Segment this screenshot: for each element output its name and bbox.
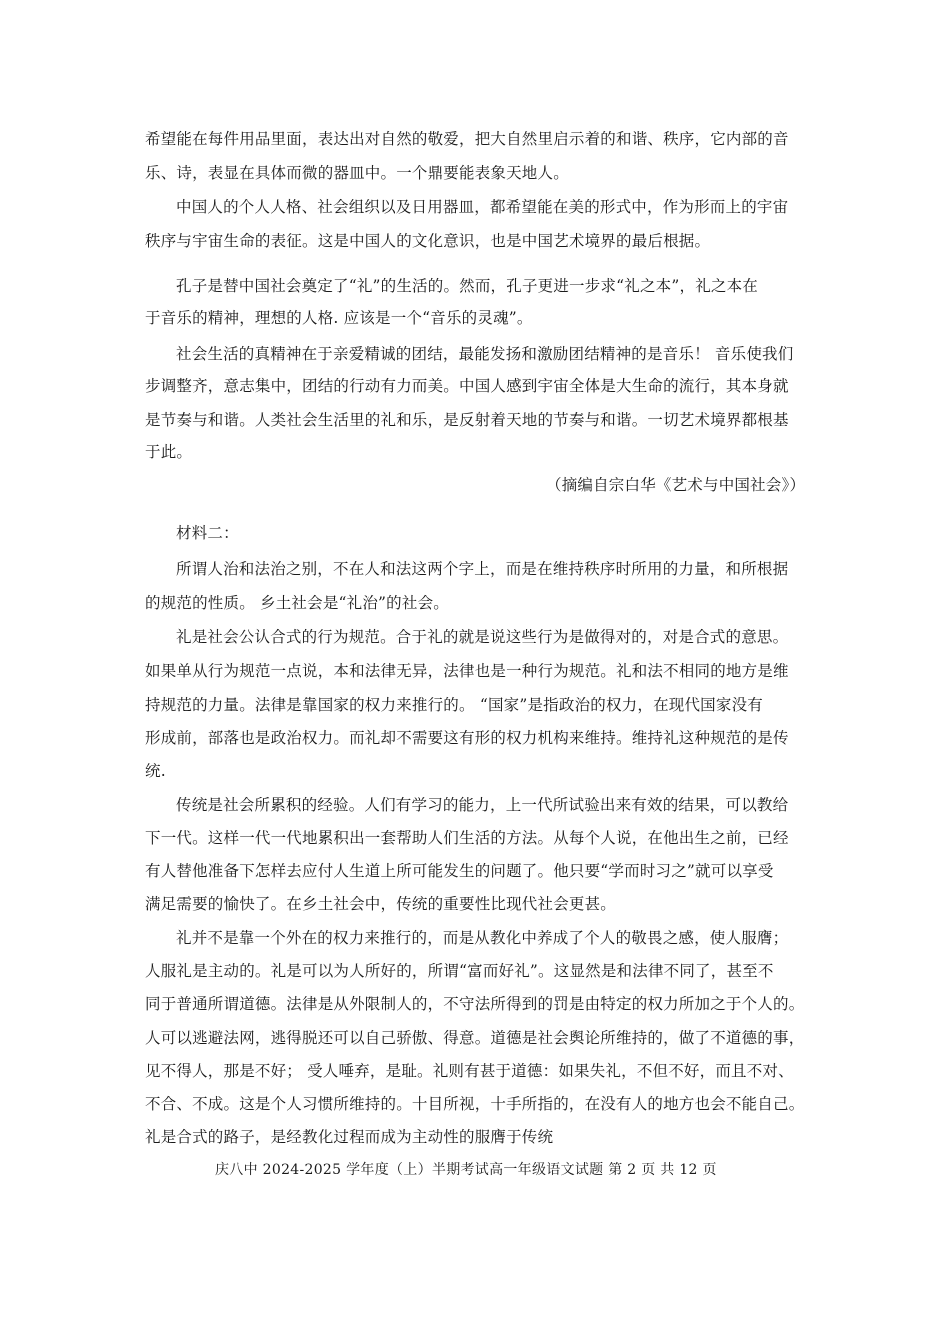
text-line: 秩序与宇宙生命的表征。这是中国人的文化意识，也是中国艺术境界的最后根据。 [145,232,711,250]
text-line: 是节奏与和谐。人类社会生活里的礼和乐，是反射着天地的节奏与和谐。一切艺术境界都根基 [145,411,789,429]
text-line: 如果单从行为规范一点说，本和法律无异，法律也是一种行为规范。礼和法不相同的地方是维 [145,662,789,680]
text-line: 于此。 [145,443,193,461]
paragraph-start-line: 中国人的个人人格、社会组织以及日用器皿，都希望能在美的形式中，作为形而上的宇宙 [176,198,789,216]
text-line: 满足需要的愉快了。在乡土社会中，传统的重要性比现代社会更甚。 [145,895,617,913]
text-line: 见不得人，那是不好； 受人唾弃，是耻。礼则有甚于道德：如果失礼，不但不好，而且不对、 [145,1062,794,1080]
paragraph-start-line: 孔子是替中国社会奠定了“礼”的生活的。然而，孔子更进一步求“礼之本”，礼之本在 [176,277,758,295]
text-line: 不合、不成。这是个人习惯所维持的。十目所视，十手所指的，在没有人的地方也会不能自己。 [145,1095,805,1113]
text-line: 下一代。这样一代一代地累积出一套帮助人们生活的方法。从每个人说，在他出生之前，已经 [145,829,789,847]
paragraph-start-line: 礼并不是靠一个外在的权力来推行的，而是从教化中养成了个人的敬畏之感，使人服膺； [176,929,789,947]
paragraph-start-line: 传统是社会所累积的经验。人们有学习的能力，上一代所试验出来有效的结果，可以教给 [176,796,789,814]
text-line: 步调整齐，意志集中，团结的行动有力而美。中国人感到宇宙全体是大生命的流行，其本身就 [145,377,789,395]
page-footer: 庆八中 2024-2025 学年度（上）半期考试高一年级语文试题 第 2 页 共 12 页 [215,1162,717,1178]
text-line: 有人替他准备下怎样去应付人生道上所可能发生的问题了。他只要“学而时习之”就可以享受 [145,862,774,880]
text-line: 人可以逃避法网，逃得脱还可以自己骄傲、得意。道德是社会舆论所维持的，做了不道德的事， [145,1029,805,1047]
text-line: 于音乐的精神，理想的人格. 应该是一个“音乐的灵魂”。 [145,309,533,327]
paragraph-start-line: 礼是社会公认合式的行为规范。合于礼的就是说这些行为是做得对的，对是合式的意思。 [176,628,789,646]
text-line: 礼是合式的路子，是经教化过程而成为主动性的服膺于传统 [145,1128,554,1146]
text-line: 的规范的性质。 乡土社会是“礼治”的社会。 [145,594,449,612]
text-line: 人服礼是主动的。礼是可以为人所好的，所谓“富而好礼”。这显然是和法律不同了，甚至不 [145,962,774,980]
text-line: 形成前，部落也是政治权力。而礼却不需要这有形的权力机构来维持。维持礼这种规范的是传 [145,729,789,747]
paragraph-start-line: 社会生活的真精神在于亲爱精诚的团结，最能发扬和激励团结精神的是音乐！ 音乐使我们 [176,345,794,363]
text-line: 乐、诗，表显在具体而微的器皿中。一个鼎要能表象天地人。 [145,164,569,182]
text-line: 持规范的力量。法律是靠国家的权力来推行的。 “国家”是指政治的权力，在现代国家没有 [145,696,763,714]
text-line: 同于普通所谓道德。法律是从外限制人的，不守法所得到的罚是由特定的权力所加之于个人的。 [145,995,805,1013]
source-citation: （摘编自宗白华《艺术与中国社会》） [546,476,806,494]
section-heading: 材料二： [176,524,239,542]
text-line: 希望能在每件用品里面，表达出对自然的敬爱，把大自然里启示着的和谐、秩序，它内部的音 [145,130,789,148]
text-line: 统. [145,762,166,780]
paragraph-start-line: 所谓人治和法治之别，不在人和法这两个字上，而是在维持秩序时所用的力量，和所根据 [176,560,789,578]
